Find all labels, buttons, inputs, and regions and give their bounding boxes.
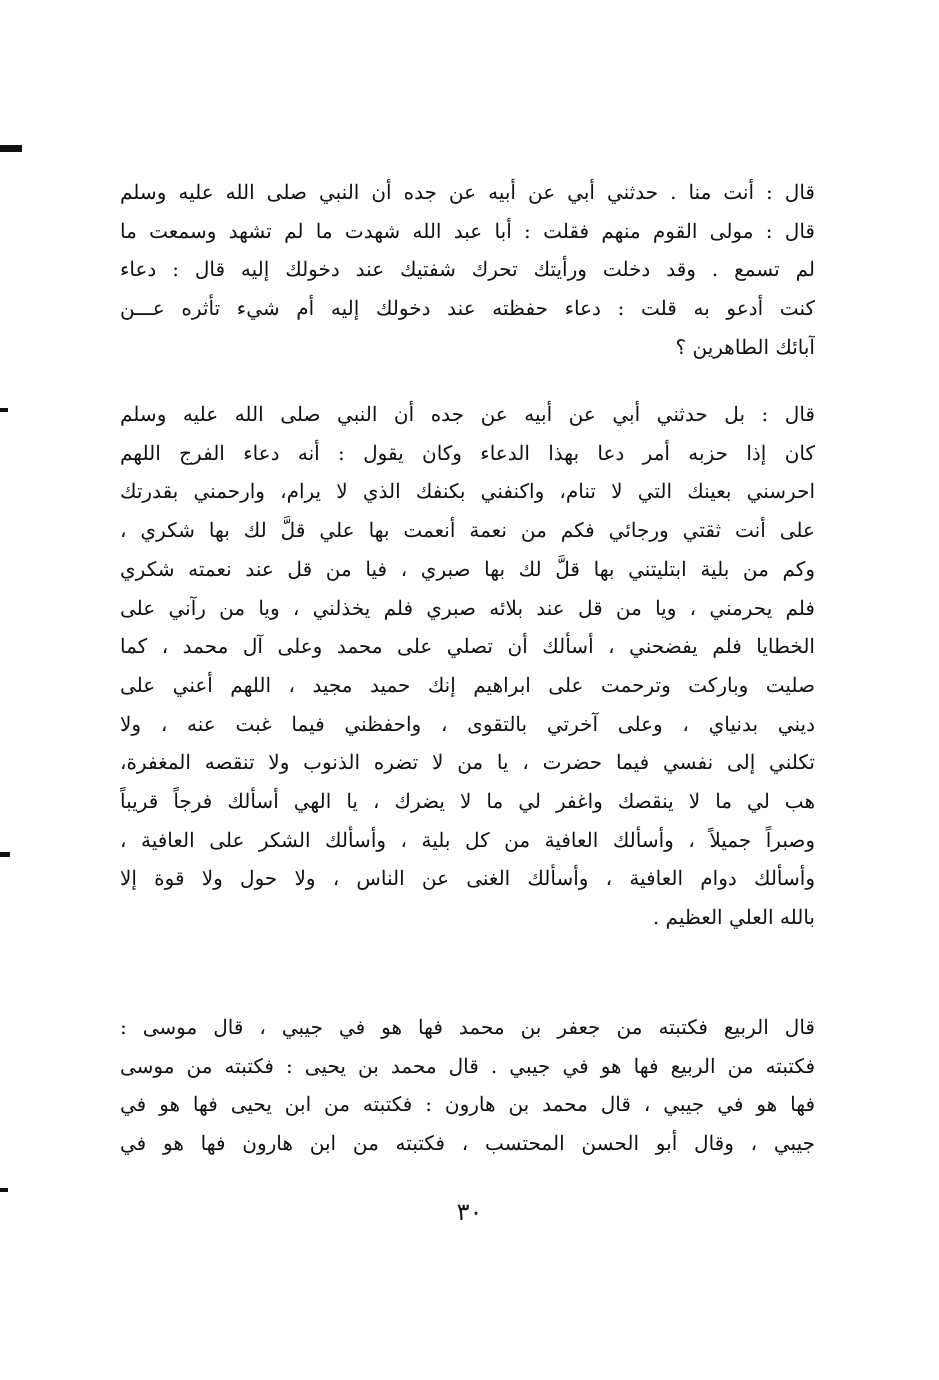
text-line: تكلني إلى نفسي فيما حضرت ، يا من لا تضره الذنوب ولا تنقصه المغفرة، [120, 750, 815, 775]
scan-edge-mark [0, 145, 22, 152]
text-line: وصبراً جميلاً ، وأسألك العافية من كل بلية ، وأسألك الشكر على العافية ، [120, 827, 815, 852]
text-line: وأسألك دوام العافية ، وأسألك الغنى عن الناس ، ولا حول ولا قوة إلا [120, 866, 815, 891]
scan-edge-mark [0, 1188, 8, 1192]
text-line: وكم من بلية ابتليتني بها قلَّ لك بها صبري ، فيا من قل عند نعمته شكري [120, 556, 815, 581]
text-line: كنت أدعو به قلت : دعاء حفظته عند دخولك إليه أم شيء تأثره عـــن [120, 296, 815, 321]
text-line: هب لي ما لا ينقصك واغفر لي ما لا يضرك ، يا الهي أسألك فرجاً قريباً [120, 789, 815, 814]
paragraph-2 [120, 395, 815, 937]
text-line: قال : مولى القوم منهم فقلت : أبا عبد الله شهدت ما لم تشهد وسمعت ما [120, 218, 815, 243]
page-number: ٣٠ [456, 1198, 483, 1226]
scan-edge-mark [0, 408, 8, 412]
text-line: فلم يحرمني ، ويا من قل عند بلائه صبري فلم يخذلني ، ويا من رآني على [120, 595, 815, 620]
text-line: بالله العلي العظيم . [652, 905, 815, 930]
text-line: احرسني بعينك التي لا تنام، واكنفني بكنفك الذي لا يرام، وارحمني بقدرتك [120, 479, 815, 504]
text-line: لم تسمع . وقد دخلت ورأيتك تحرك شفتيك عند دخولك إليه قال : دعاء [120, 257, 815, 282]
text-line: قال : أنت منا . حدثني أبي عن أبيه عن جده أن النبي صلى الله عليه وسلم [120, 180, 815, 204]
paragraph-3 [120, 1008, 815, 1163]
text-line: فها هو في جيبي ، قال محمد بن هارون : فكتبته من ابن يحيى فها هو في [120, 1092, 815, 1117]
text-line: الخطايا فلم يفضحني ، أسألك أن تصلي على محمد وعلى آل محمد ، كما [120, 634, 815, 659]
text-line: فكتبته من الربيع فها هو في جيبي . قال محمد بن يحيى : فكتبته من موسى [120, 1053, 815, 1078]
text-line: ديني بدنياي ، وعلى آخرتي بالتقوى ، واحفظني فيما غبت عنه ، ولا [120, 711, 815, 736]
text-line: قال الربيع فكتبته من جعفر بن محمد فها هو في جيبي ، قال موسى : [120, 1015, 815, 1039]
text-line: آبائك الطاهرين ؟ [675, 334, 815, 359]
paragraph-1 [120, 173, 815, 367]
text-line: جيبي ، وقال أبو الحسن المحتسب ، فكتبته من ابن هارون فها هو في [120, 1131, 815, 1156]
text-line: صليت وباركت وترحمت على ابراهيم إنك حميد مجيد ، اللهم أعني على [120, 672, 815, 697]
scan-edge-mark [0, 852, 10, 857]
text-line: قال : بل حدثني أبي عن أبيه عن جده أن النبي صلى الله عليه وسلم [120, 402, 815, 426]
text-line: كان إذا حزبه أمر دعا بهذا الدعاء وكان يقول : أنه دعاء الفرج اللهم [120, 440, 815, 465]
text-line: على أنت ثقتي ورجائي فكم من نعمة أنعمت بها علي قلَّ لك بها شكري ، [120, 518, 815, 543]
